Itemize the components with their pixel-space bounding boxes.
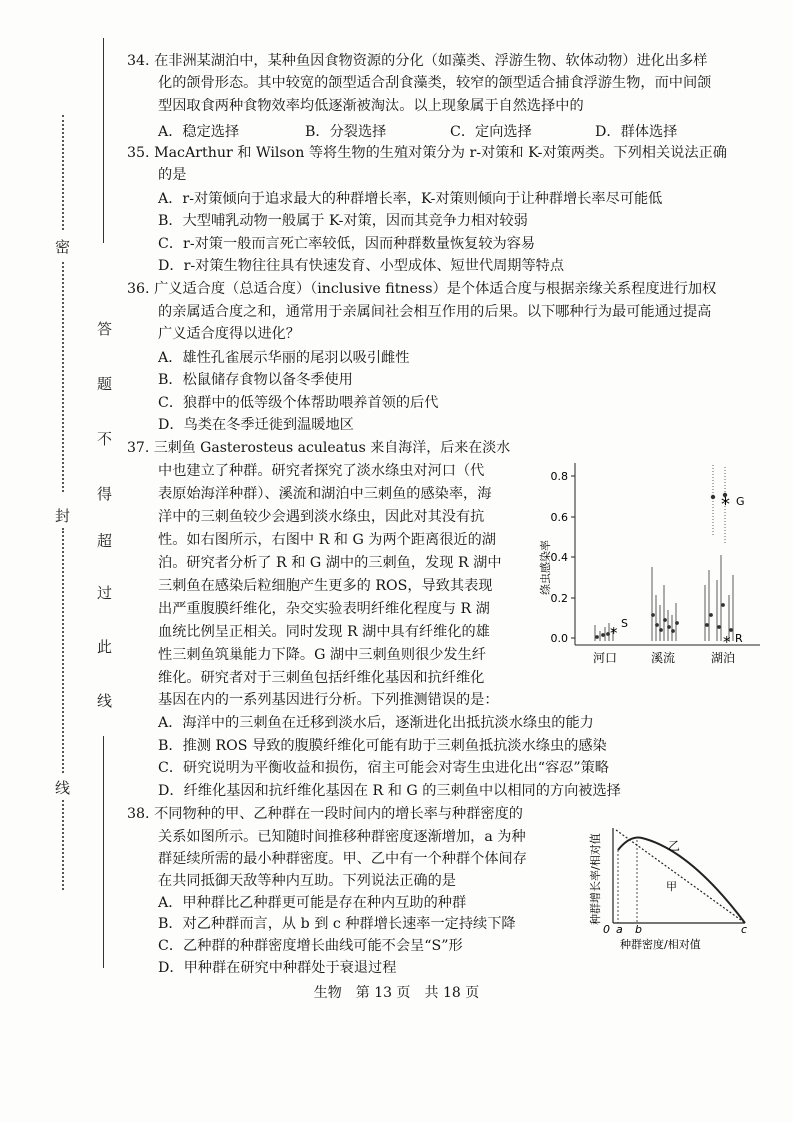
q36-option-d: D．鸟类在冬季迁徙到温暖地区 bbox=[158, 417, 354, 433]
binding-line-top bbox=[103, 38, 104, 243]
q38-option-c: C．乙种群的种群密度增长曲线可能不会呈“S”形 bbox=[158, 938, 463, 954]
q36-line-1: 36. 广义适合度（总适合度）（inclusive fitness）是个体适合度与根据亲缘关系程度进行加权 bbox=[127, 281, 717, 297]
q37-line-2: 中也建立了种群。研究者探究了淡水绦虫对河口（代 bbox=[158, 463, 485, 479]
seal-char-mi: 密 bbox=[55, 238, 71, 256]
q37-infection-chart bbox=[535, 455, 770, 670]
q37-stream-points bbox=[652, 567, 679, 641]
seal-dotted-line-2 bbox=[62, 262, 64, 492]
q38-tick-b: b bbox=[635, 923, 642, 936]
q38-tick-0: 0 bbox=[603, 923, 610, 936]
q37-asterisk-s: * bbox=[610, 624, 618, 642]
q38-y-axis-label: 种群增长率/相对值 bbox=[589, 833, 602, 925]
notice-char-2: 题 bbox=[97, 375, 113, 393]
seal-char-feng: 封 bbox=[55, 507, 71, 525]
q37-ytick-1: 0.2 bbox=[550, 592, 568, 605]
q37-line-10: 性三刺鱼筑巢能力下降。G 湖中三刺鱼则很少发生纤 bbox=[158, 647, 486, 663]
q37-option-b: B．推测 ROS 导致的腹膜纤维化可能有助于三刺鱼抵抗淡水绦虫的感染 bbox=[158, 738, 607, 754]
q37-line-6: 泊。研究者分析了 R 和 G 湖中的三刺鱼，发现 R 湖中 bbox=[158, 555, 502, 571]
q36-option-a: A．雄性孔雀展示华丽的尾羽以吸引雌性 bbox=[158, 350, 410, 366]
q36-line-2: 的亲属适合度之和，通常用于亲属间社会相互作用的后果。以下哪种行为最可能通过提高 bbox=[158, 304, 712, 320]
q37-option-d: D．纤维化基因和抗纤维化基因在 R 和 G 的三刺鱼中以相同的方向被选择 bbox=[158, 783, 621, 799]
q37-lake-points bbox=[705, 465, 733, 641]
q35-option-b: B．大型哺乳动物一般属于 K-对策，因而其竞争力相对较弱 bbox=[158, 213, 528, 229]
q38-line-jia bbox=[616, 830, 745, 923]
q37-label-g: G bbox=[736, 495, 745, 508]
q37-option-a: A．海洋中的三刺鱼在迁移到淡水后，逐渐进化出抵抗淡水绦虫的能力 bbox=[158, 715, 594, 731]
q34-option-c: C．定向选择 bbox=[450, 124, 532, 140]
q37-ytick-4: 0.8 bbox=[550, 470, 568, 483]
q38-option-a: A．甲种群比乙种群更可能是存在种内互助的种群 bbox=[158, 895, 467, 911]
q37-ytick-0: 0.0 bbox=[550, 632, 568, 645]
q37-line-1: 37. 三刺鱼 Gasterosteus aculeatus 来自海洋，后来在淡水 bbox=[127, 440, 511, 456]
q37-y-axis-label: 绦虫感染率 bbox=[539, 540, 552, 595]
notice-char-7: 此 bbox=[97, 638, 113, 656]
q38-growth-rate-chart bbox=[580, 820, 770, 952]
q38-option-b: B．对乙种群而言，从 b 到 c 种群增长速率一定持续下降 bbox=[158, 916, 516, 932]
q35-line-2: 的是 bbox=[158, 167, 187, 183]
q36-line-3: 广义适合度得以进化？ bbox=[158, 326, 300, 342]
q38-label-jia: 甲 bbox=[666, 880, 677, 893]
q38-line-1: 38. 不同物种的甲、乙种群在一段时间内的增长率与种群密度的 bbox=[127, 806, 523, 822]
q37-category-lake: 湖泊 bbox=[710, 651, 736, 665]
notice-char-6: 过 bbox=[97, 584, 113, 602]
q38-line-2: 关系如图所示。已知随时间推移种群密度逐渐增加，a 为种 bbox=[158, 829, 526, 845]
q37-y-ticks bbox=[571, 476, 575, 638]
q37-line-5: 性。如右图所示，右图中 R 和 G 为两个距离很近的湖 bbox=[158, 532, 496, 548]
q37-option-c: C．研究说明为平衡收益和损伤，宿主可能会对寄生虫进化出“容忍”策略 bbox=[158, 760, 609, 776]
seal-dotted-line-3 bbox=[62, 528, 64, 773]
q37-label-s: S bbox=[621, 617, 628, 630]
q38-x-axis-label: 种群密度/相对值 bbox=[620, 938, 701, 951]
q37-category-estuary: 河口 bbox=[592, 651, 618, 665]
q34-option-b: B．分裂选择 bbox=[305, 124, 387, 140]
q38-option-d: D．甲种群在研究中种群处于衰退过程 bbox=[158, 960, 397, 976]
q34-option-a: A．稳定选择 bbox=[158, 124, 240, 140]
q35-option-c: C．r-对策一般而言死亡率较低，因而种群数量恢复较为容易 bbox=[158, 236, 536, 252]
q36-option-b: B．松鼠储存食物以备冬季使用 bbox=[158, 372, 353, 388]
q37-asterisk-g: * bbox=[721, 494, 730, 515]
page-footer: 生物 第 13 页 共 18 页 bbox=[313, 985, 480, 1001]
notice-char-1: 答 bbox=[97, 320, 113, 338]
q37-line-4: 洋中的三刺鱼较少会遇到淡水绦虫，因此对其没有抗 bbox=[158, 509, 485, 525]
q35-line-1: 35. MacArthur 和 Wilson 等将生物的生殖对策分为 r-对策和 K-对策两类。下列相关说法正确 bbox=[127, 145, 727, 161]
q37-line-7: 三刺鱼在感染后粒细胞产生更多的 ROS，导致其表现 bbox=[158, 578, 493, 594]
q34-line-3: 型因取食两种食物效率均低逐渐被淘汰。以上现象属于自然选择中的 bbox=[158, 98, 584, 114]
q37-asterisk-r: * bbox=[723, 633, 731, 651]
q37-category-stream: 溪流 bbox=[650, 651, 676, 665]
q34-line-1: 34. 在非洲某湖泊中，某种鱼因食物资源的分化（如藻类、浮游生物、软体动物）进化出多样 bbox=[127, 53, 708, 69]
q38-label-yi: 乙 bbox=[668, 839, 681, 853]
q34-option-d: D．群体选择 bbox=[595, 124, 678, 140]
q38-tick-c: c bbox=[741, 923, 748, 936]
notice-char-5: 超 bbox=[97, 532, 113, 550]
q38-tick-a: a bbox=[616, 923, 623, 936]
seal-char-xian: 线 bbox=[55, 779, 71, 797]
q35-option-a: A．r-对策倾向于追求最大的种群增长率，K-对策则倾向于让种群增长率尽可能低 bbox=[158, 191, 663, 207]
notice-char-4: 得 bbox=[97, 485, 113, 503]
q36-option-c: C．狼群中的低等级个体帮助喂养首领的后代 bbox=[158, 395, 439, 411]
q37-line-11: 维化。研究者对于三刺鱼包括纤维化基因和抗纤维化 bbox=[158, 670, 485, 686]
q38-line-3: 群延续所需的最小种群密度。甲、乙中有一个种群个体间存 bbox=[158, 851, 527, 867]
binding-line-bottom bbox=[103, 736, 104, 968]
q35-option-d: D．r-对策生物往往具有快速发育、小型成体、短世代周期等特点 bbox=[158, 258, 565, 274]
q37-label-r: R bbox=[735, 632, 743, 645]
seal-dotted-line-1 bbox=[62, 115, 64, 230]
notice-char-3: 不 bbox=[97, 430, 113, 448]
q37-line-8: 出严重腹膜纤维化，杂交实验表明纤维化程度与 R 湖 bbox=[158, 601, 490, 617]
notice-char-8: 线 bbox=[97, 692, 113, 710]
q37-line-9: 血统比例呈正相关。同时发现 R 湖中具有纤维化的雄 bbox=[158, 624, 490, 640]
q34-line-2: 化的颌骨形态。其中较宽的颌型适合刮食藻类，较窄的颌型适合捕食浮游生物，而中间颌 bbox=[158, 75, 712, 91]
seal-dotted-line-4 bbox=[62, 800, 64, 890]
q37-line-3: 表原始海洋种群）、溪流和湖泊中三刺鱼的感染率，海 bbox=[158, 486, 492, 502]
q37-line-12: 基因在内的一系列基因进行分析。下列推测错误的是： bbox=[158, 692, 499, 708]
q37-ytick-2: 0.4 bbox=[550, 551, 568, 564]
q37-ytick-3: 0.6 bbox=[550, 511, 568, 524]
q38-line-4: 在共同抵御天敌等种内互助。下列说法正确的是 bbox=[158, 873, 456, 889]
